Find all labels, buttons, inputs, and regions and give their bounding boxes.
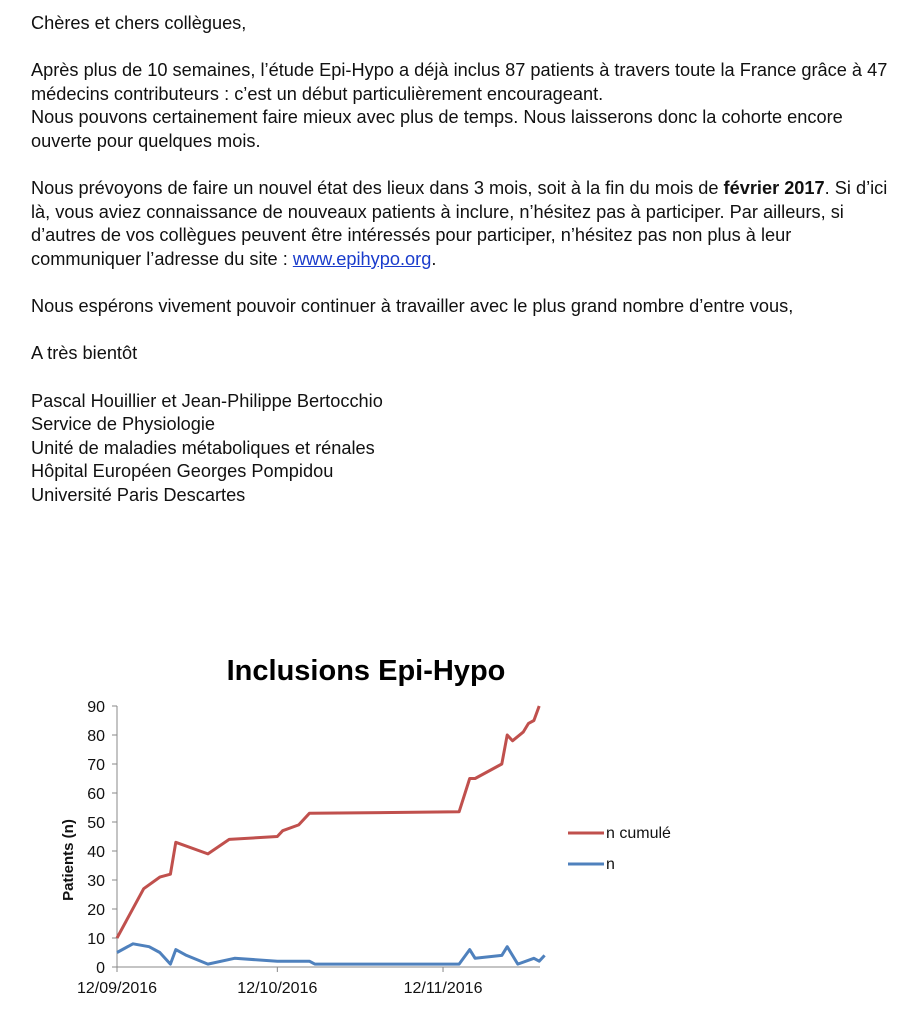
signature-line-3: Unité de maladies métaboliques et rénales [31,437,375,458]
letter-body [31,12,891,507]
paragraph-3 [31,177,891,271]
series-line-n-cumule [117,706,539,938]
paragraph-3-end: . [431,248,437,269]
signature-block [31,390,891,508]
y-tick-label: 70 [87,757,105,774]
y-tick-label: 90 [87,699,105,716]
series-line-n [117,944,545,964]
deadline-date: février 2017 [723,178,825,199]
y-tick-label: 10 [87,931,105,948]
y-tick-label: 0 [96,960,105,977]
legend-label: n [606,856,615,873]
y-tick-label: 40 [87,844,105,861]
signature-line-1: Pascal Houillier et Jean-Philippe Bertocchio [31,390,383,411]
paragraph-3-text-a: Nous prévoyons de faire un nouvel état des lieux dans 3 mois, soit à la fin du mois de [31,178,724,199]
paragraph-4: Nous espérons vivement pouvoir continuer à travailler avec le plus grand nombre d’entre vous, [31,296,794,317]
y-tick-label: 30 [87,873,105,890]
chart-series [117,706,545,964]
website-link[interactable]: www.epihypo.org [292,248,432,269]
signature-line-2: Service de Physiologie [31,414,215,435]
chart-title: Inclusions Epi-Hypo [226,655,506,687]
salutation: Chères et chers collègues, [31,13,247,33]
y-axis-label: Patients (n) [60,819,77,901]
signature-line-5: Université Paris Descartes [31,484,246,505]
y-tick-label: 20 [87,902,105,919]
y-tick-label: 50 [87,815,105,832]
paragraph-3-text-b: . Si d’ici là, vous aviez connaissance de nouveaux patients à inclure, n’hésitez pas à participer. Par ailleurs, si d’autres de vos collègues peuvent être intéressés pour participer, n’hésitez pas non plus à leur communiquer l’adresse du site : [31,178,888,269]
paragraph-2: Nous pouvons certainement faire mieux avec plus de temps. Nous laisserons donc la cohorte encore ouverte pour quelques mois. [31,107,843,151]
closing: A très bientôt [31,343,138,364]
y-tick-label: 60 [87,786,105,803]
inclusions-chart [0,640,897,1026]
legend-label: n cumulé [606,825,671,842]
x-tick-label: 12/11/2016 [403,980,483,997]
chart-legend [568,825,671,873]
x-tick-label: 12/10/2016 [237,980,318,997]
signature-line-4: Hôpital Européen Georges Pompidou [31,461,334,482]
paragraph-1: Après plus de 10 semaines, l’étude Epi-Hypo a déjà inclus 87 patients à travers toute la France grâce à 47 médecins contributeurs : c’est un début particulièrement encourageant. [31,60,888,104]
x-tick-label: 12/09/2016 [76,980,158,997]
y-tick-label: 80 [87,728,105,745]
